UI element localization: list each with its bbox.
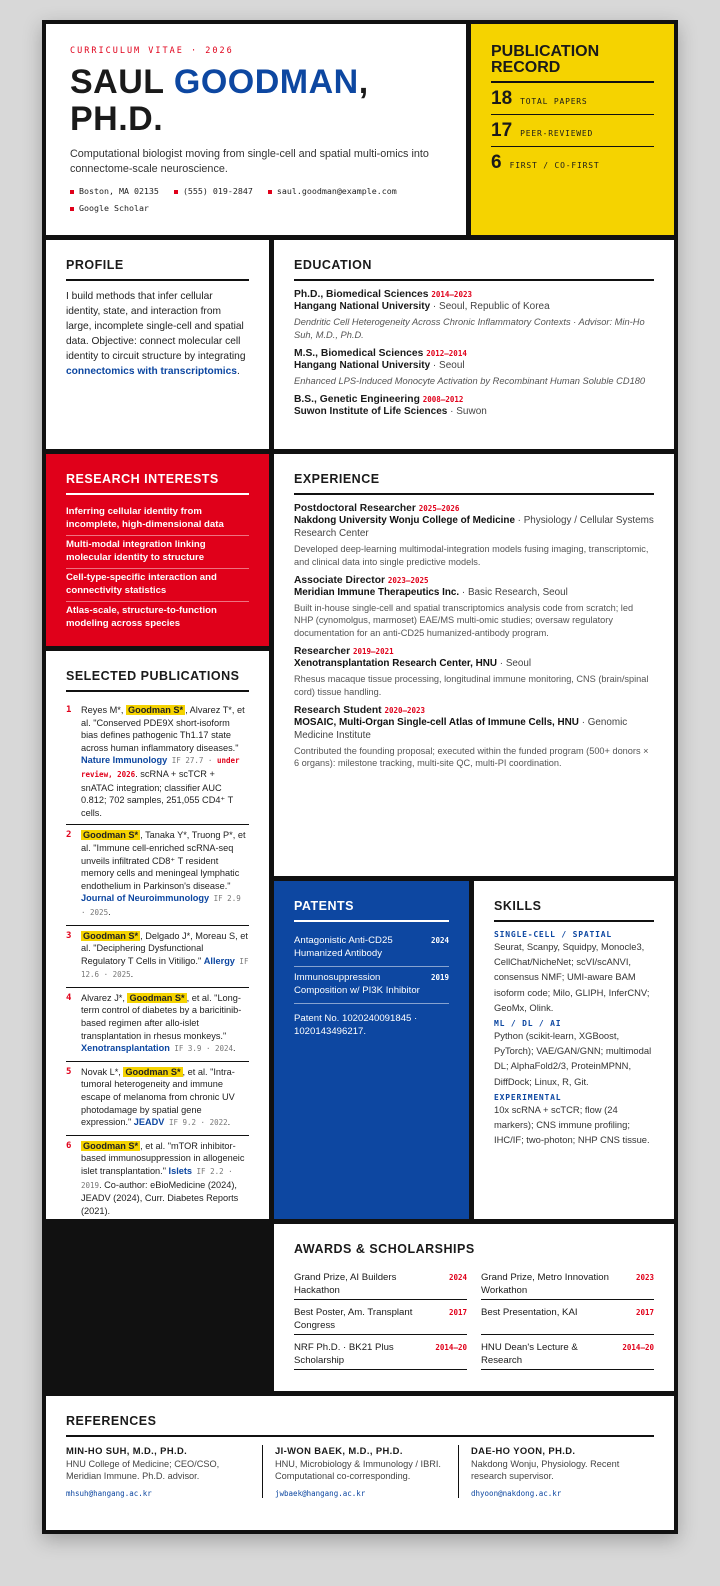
name-degree: PH.D. — [70, 100, 164, 138]
education-item: B.S., Genetic Engineering 2008–2012 Suwon Institute of Life Sciences · Suwon — [294, 394, 487, 417]
cv-tag: CURRICULUM VITAE · 2026 — [70, 46, 234, 56]
journal-link[interactable]: Islets — [168, 1166, 193, 1176]
contact-address: Boston, MA 02135 — [70, 186, 159, 196]
list-item: Multi-modal integration linking molecular identity to structure — [66, 536, 249, 569]
name-last: GOODMAN — [173, 63, 359, 101]
contact-email[interactable]: saul.goodman@example.com — [268, 186, 397, 196]
award-item: HNU Dean's Lecture & Research 2014–20 — [481, 1335, 654, 1370]
tagline: Computational biologist moving from single-cell and spatial multi-omics into connectome-scale neuroscience. — [70, 148, 429, 175]
bullet-icon — [268, 190, 272, 194]
award-item: Best Presentation, KAI 2017 — [481, 1300, 654, 1335]
patent-item: Antagonistic Anti-CD25 Humanized Antibody 2024 — [294, 930, 449, 967]
awards-grid — [294, 1265, 654, 1370]
profile-title: PROFILE — [66, 258, 249, 281]
skill-group-heading: SINGLE-CELL / SPATIAL — [494, 930, 612, 939]
education-item: Ph.D., Biomedical Sciences 2014–2023 Hangang National University · Seoul, Republic of Korea Dendritic Cell Heterogeneity Across Chronic Inflammatory Contexts · Advisor: Min-Ho Suh, M.D., Ph.D. — [294, 289, 645, 340]
resume-page — [42, 20, 678, 1534]
award-item: Grand Prize, Metro Innovation Workathon 2023 — [481, 1265, 654, 1300]
awards-title: AWARDS & SCHOLARSHIPS — [294, 1242, 475, 1256]
education-item: M.S., Biomedical Sciences 2012–2014 Hangang National University · Seoul Enhanced LPS-Induced Monocyte Activation by Recombinant Human Soluble CD180 — [294, 348, 646, 386]
skill-group-heading: ML / DL / AI — [494, 1019, 562, 1029]
references-section — [46, 1396, 674, 1530]
experience-section — [274, 454, 674, 876]
research-interests-section — [46, 454, 269, 646]
header-section — [46, 24, 466, 235]
skill-group-text: Python (scikit-learn, XGBoost, PyTorch); VAE/GAN/GNN; multimodal DL; AlphaFold2/3, ProteinMPNN, DiffDock; Linux, R, Git. — [494, 1030, 652, 1087]
full-name — [70, 64, 442, 138]
publication-item: 4 Alvarez J*, Goodman S* , et al. "Long-term control of diabetes by a baricitinib-based regimen after allo-islet transplantation in rhesus monkeys." Xenotransplantation IF 3.9 · 2024. — [66, 988, 249, 1062]
journal-link[interactable]: Allergy — [203, 955, 235, 966]
contact-list — [70, 183, 442, 217]
references-title: REFERENCES — [66, 1414, 654, 1437]
job-entry: Research Student 2020–2023 MOSAIC, Multi-Organ Single-cell Atlas of Immune Cells, HNU · Genomic Medicine Institute Contributed the founding proposal; executed within the funded program (500+ donors × 6 organs): milestone tracking, multi-site QC, multi-PI coordination. — [294, 704, 649, 769]
award-item: Best Poster, Am. Transplant Congress 2017 — [294, 1300, 467, 1335]
pub-stat-first-author: 6 FIRST / CO-FIRST — [491, 152, 600, 173]
profile-text: I build methods that infer cellular identity, state, and interaction from large, incomplete single-cell and spatial data. Objective: connect molecular cell identity to circuit structure by integrating connectomics with transcriptomics. — [66, 291, 246, 377]
skills-title: SKILLS — [494, 899, 654, 922]
name-suffix: , — [358, 63, 369, 101]
publication-item: 6 Goodman S* , et al. "mTOR inhibitor-based immunosuppression in allogeneic islet transplantation." Islets IF 2.2 · 2019. Co-author: eBioMedicine (2024), JEADV (2024), Curr. Diabetes Reports (2021). — [66, 1140, 245, 1216]
reference-item: MIN-HO SUH, M.D., PH.D. HNU College of Medicine; CEO/CSO, Meridian Immune. Ph.D. advisor. mhsuh@hangang.ac.kr — [66, 1445, 262, 1498]
pub-stat-peer-reviewed: 17 PEER-REVIEWED — [491, 115, 654, 147]
publications-section — [46, 651, 269, 1219]
awards-section — [274, 1224, 674, 1391]
award-item: Grand Prize, AI Builders Hackathon 2024 — [294, 1265, 467, 1300]
journal-link[interactable]: Nature Immunology — [81, 755, 168, 766]
list-item: Cell-type-specific interaction and connectivity statistics — [66, 569, 249, 602]
publication-item: 5 Novak L*, Goodman S* , et al. "Intra-tumoral heterogeneity and immune escape of melanoma from chronic UV photodamage by spatial gene expression." JEADV IF 9.2 · 2022. — [66, 1062, 249, 1136]
journal-link[interactable]: JEADV — [133, 1117, 165, 1128]
pub-stat-total: 18 TOTAL PAPERS — [491, 83, 654, 115]
name-first: SAUL — [70, 63, 174, 101]
patent-item: Immunosuppression Composition w/ PI3K Inhibitor 2019 — [294, 967, 449, 1004]
journal-link[interactable]: Xenotransplantation — [81, 1043, 170, 1054]
publication-item: 3 Goodman S* , Delgado J*, Moreau S, et al. "Deciphering Dysfunctional Regulatory T Cells in Vitiligo." Allergy IF 12.6 · 2025. — [66, 926, 249, 988]
reference-email[interactable]: jwbaek@hangang.ac.kr — [275, 1488, 366, 1498]
contact-scholar-link[interactable]: Google Scholar — [70, 203, 149, 213]
patents-title: PATENTS — [294, 899, 449, 922]
reference-item: JI-WON BAEK, M.D., PH.D. HNU, Microbiology & Immunology / IBRI. Computational co-corresponding. jwbaek@hangang.ac.kr — [262, 1445, 458, 1498]
reference-item: DAE-HO YOON, PH.D. Nakdong Wonju, Physiology. Recent research supervisor. dhyoon@nakdong.ac.kr — [458, 1445, 654, 1498]
publication-item: 2 Goodman S* , Tanaka Y*, Truong P*, et al. "Immune cell-enriched scRNA-seq unveils infiltrated CD8⁺ T resident memory cells and meningeal lymphatic endothelium in Parkinson's disease." Journal of Neuroimmunology IF 2.9 · 2025. — [66, 825, 249, 925]
skills-section — [474, 881, 674, 1219]
publication-record — [471, 24, 674, 235]
patents-section — [274, 881, 469, 1219]
research-interests-list — [66, 503, 249, 634]
list-item: Inferring cellular identity from incomplete, high-dimensional data — [66, 503, 249, 536]
list-item: Atlas-scale, structure-to-function modeling across species — [66, 605, 217, 629]
publication-item: 1 Reyes M*, Goodman S* , Alvarez T*, et al. "Conserved PDE9X short-isoform bias defines pathogenic Th1.17 state across human inflammatory diseases." Nature Immunology IF 27.7 · under review, 2026. scRNA + scTCR + snATAC integration; classifier AUC 0.812; 702 samples, 251,055 CD4⁺ T cells. — [66, 700, 249, 825]
bullet-icon — [174, 190, 178, 194]
job-entry: Associate Director 2023–2025 Meridian Immune Therapeutics Inc. · Basic Research, Seoul Built in-house single-cell and spatial transcriptomics analysis code from scratch; led NHP (cynomolgus, marmoset) EAE/MS multi-omic studies; oversaw regulatory documentation for an anti-CD25 humanized-antibody program. — [294, 574, 634, 639]
publications-title: SELECTED PUBLICATIONS — [66, 669, 249, 692]
award-item: NRF Ph.D. · BK21 Plus Scholarship 2014–20 — [294, 1335, 467, 1370]
research-interests-title: RESEARCH INTERESTS — [66, 472, 249, 495]
profile-section — [46, 240, 269, 449]
education-title: EDUCATION — [294, 258, 654, 281]
job-entry: Postdoctoral Researcher 2025–2026 Nakdong University Wonju College of Medicine · Physiology / Cellular Systems Research Center Developed deep-learning multimodal-integration models fusing imaging, transcriptomic, and clinical data into single predictive models. — [294, 503, 654, 567]
reference-email[interactable]: mhsuh@hangang.ac.kr — [66, 1488, 152, 1498]
publication-record-title: PUBLICATION RECORD — [491, 44, 654, 83]
experience-title: EXPERIENCE — [294, 472, 654, 495]
bullet-icon — [70, 190, 74, 194]
education-section — [274, 240, 674, 449]
journal-link[interactable]: Journal of Neuroimmunology — [81, 893, 210, 904]
patent-numbers: Patent No. 1020240091845 · 1020143496217. — [294, 1013, 418, 1037]
reference-email[interactable]: dhyoon@nakdong.ac.kr — [471, 1488, 562, 1498]
contact-phone[interactable]: (555) 019-2847 — [174, 186, 253, 196]
job-entry: Researcher 2019–2021 Xenotransplantation Research Center, HNU · Seoul Rhesus macaque tissue processing, longitudinal immune monitoring, CNS (brain/spinal cord) tissue handling. — [294, 645, 649, 697]
skill-group-text: Seurat, Scanpy, Squidpy, Monocle3, CellChat/NicheNet; scVI/scANVI, consensus NMF; UMI-aware BAM isoform code; Milo, GLIPH, InferCNV; GeoMx, Olink. — [494, 941, 650, 1013]
skill-group-text: 10x scRNA + scTCR; flow (24 markers); CNS immune profiling; IHC/IF; two-photon; NHP CNS tissue. — [494, 1103, 650, 1146]
bullet-icon — [70, 207, 74, 211]
skill-group-heading: EXPERIMENTAL — [494, 1092, 562, 1102]
references-grid — [66, 1445, 654, 1498]
